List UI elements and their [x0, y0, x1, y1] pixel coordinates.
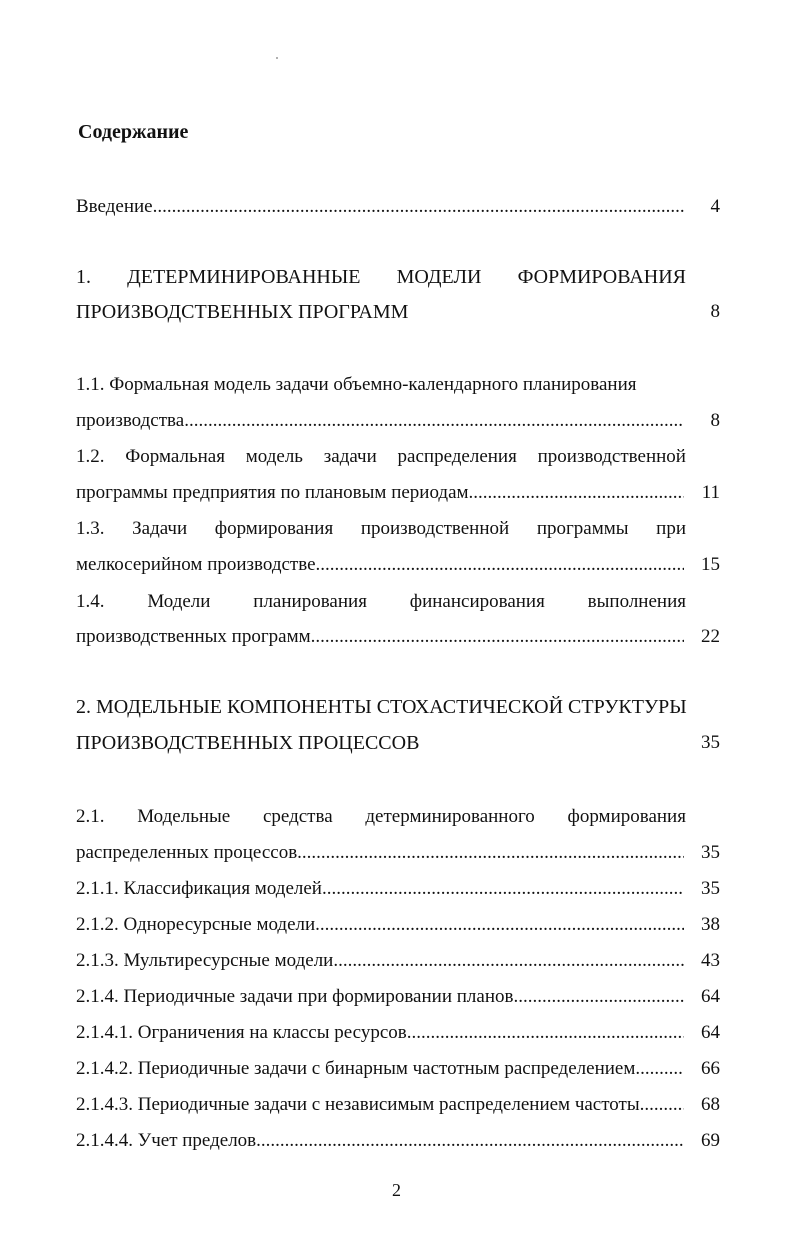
toc-section-1-1-line2[interactable] [76, 411, 684, 430]
toc-entry-label: 2.1.1. Классификация моделей [76, 879, 322, 898]
toc-entry-intro[interactable] [76, 197, 684, 216]
toc-entry-label: 2.1.4.1. Ограничения на классы ресурсов [76, 1023, 407, 1042]
toc-chapter-1-line2[interactable]: ПРОИЗВОДСТВЕННЫХ ПРОГРАММ [76, 301, 409, 323]
toc-chapter-1-line1[interactable] [76, 267, 686, 287]
toc-section-2-1-line2[interactable] [76, 843, 684, 862]
word: планирования [253, 591, 367, 612]
toc-entry-label: мелкосерийном производстве [76, 555, 316, 574]
toc-page-number: 68 [701, 1094, 720, 1115]
dot-leader [315, 915, 684, 934]
word: МОДЕЛИ [396, 266, 482, 288]
toc-entry-label: 2.1.4.2. Периодичные задачи с бинарным частотным распределением [76, 1059, 636, 1078]
toc-entry[interactable] [76, 1095, 684, 1114]
word: Модельные [137, 806, 231, 827]
dot-leader [184, 411, 684, 430]
toc-page-number: 15 [701, 554, 720, 575]
toc-page-number: 11 [701, 482, 720, 503]
toc-section-1-3-line1[interactable] [76, 519, 686, 538]
word: модель [245, 446, 303, 467]
word: Формальная [125, 446, 225, 467]
toc-page-number: 64 [701, 986, 720, 1007]
toc-entry-label: 2.1.2. Одноресурсные модели [76, 915, 316, 934]
toc-page-number: 22 [701, 626, 720, 647]
dot-leader [316, 555, 684, 574]
toc-page-number: 69 [701, 1130, 720, 1151]
toc-entry-label: Введение [76, 197, 153, 216]
toc-section-1-4-line2[interactable] [76, 627, 684, 646]
toc-chapter-2-line2[interactable]: ПРОИЗВОДСТВЕННЫХ ПРОЦЕССОВ [76, 732, 420, 754]
toc-page-number: 8 [710, 410, 720, 431]
toc-entry-label: распределенных процессов [76, 843, 298, 862]
word: Модели [147, 591, 211, 612]
word: 1.3. [76, 518, 105, 539]
toc-page-number: 4 [710, 196, 720, 217]
toc-section-1-2-line2[interactable] [76, 483, 684, 502]
toc-section-1-1-line1[interactable]: 1.1. Формальная модель задачи объемно-календарного планирования [76, 374, 637, 395]
toc-entry-label: производственных программ [76, 627, 311, 646]
dot-leader [297, 843, 684, 862]
toc-page-number: 66 [701, 1058, 720, 1079]
toc-page-number: 64 [701, 1022, 720, 1043]
toc-entry-label: 2.1.4.4. Учет пределов [76, 1131, 257, 1150]
toc-entry[interactable] [76, 951, 684, 970]
toc-entry[interactable] [76, 915, 684, 934]
word: при [656, 518, 686, 539]
toc-section-1-4-line1[interactable] [76, 592, 686, 611]
toc-chapter-2-line1[interactable]: 2. МОДЕЛЬНЫЕ КОМПОНЕНТЫ СТОХАСТИЧЕСКОЙ СТРУКТУРЫ [76, 696, 687, 718]
word: программы [536, 518, 629, 539]
word: формирования [567, 806, 686, 827]
word: формирования [214, 518, 334, 539]
toc-entry[interactable] [76, 987, 684, 1006]
toc-page-number: 43 [701, 950, 720, 971]
dot-leader [513, 987, 684, 1006]
toc-page-number: 35 [701, 732, 720, 753]
word: производственной [537, 446, 686, 467]
toc-entry-label: 2.1.3. Мультиресурсные модели [76, 951, 334, 970]
word: задачи [323, 446, 377, 467]
word: детерминированного [365, 806, 535, 827]
toc-section-2-1-line1[interactable] [76, 807, 686, 826]
word: распределения [397, 446, 517, 467]
toc-entry[interactable] [76, 1023, 684, 1042]
word: выполнения [587, 591, 686, 612]
dot-leader [407, 1023, 684, 1042]
word: финансирования [409, 591, 545, 612]
dot-leader [153, 197, 684, 216]
toc-heading: Содержание [78, 121, 189, 143]
page-number: 2 [392, 1180, 401, 1200]
dot-leader [640, 1095, 684, 1114]
toc-entry[interactable] [76, 1059, 684, 1078]
word: 1.4. [76, 591, 105, 612]
toc-page-number: 35 [701, 878, 720, 899]
word: Задачи [132, 518, 188, 539]
toc-page-number: 8 [710, 301, 720, 322]
word: 2.1. [76, 806, 105, 827]
dot-leader [311, 627, 684, 646]
toc-page-number: 35 [701, 842, 720, 863]
toc-entry[interactable] [76, 1131, 684, 1150]
toc-page-number: 38 [701, 914, 720, 935]
dot-leader [256, 1131, 684, 1150]
toc-entry-label: производства [76, 411, 185, 430]
toc-entry-label: программы предприятия по плановым периодам [76, 483, 469, 502]
toc-section-1-3-line2[interactable] [76, 555, 684, 574]
dot-leader [333, 951, 684, 970]
dot-leader [635, 1059, 684, 1078]
toc-section-1-2-line1[interactable] [76, 447, 686, 466]
toc-entry[interactable] [76, 879, 684, 898]
dot-leader [322, 879, 684, 898]
word: 1. [76, 266, 91, 288]
toc-entry-label: 2.1.4. Периодичные задачи при формировании планов [76, 987, 514, 1006]
word: средства [262, 806, 333, 827]
word: производственной [360, 518, 510, 539]
word: ДЕТЕРМИНИРОВАННЫЕ [127, 266, 361, 288]
toc-entry-label: 2.1.4.3. Периодичные задачи с независимым распределением частоты [76, 1095, 640, 1114]
word: 1.2. [76, 446, 105, 467]
scan-speck [276, 57, 278, 59]
word: ФОРМИРОВАНИЯ [517, 266, 686, 288]
dot-leader [469, 483, 684, 502]
